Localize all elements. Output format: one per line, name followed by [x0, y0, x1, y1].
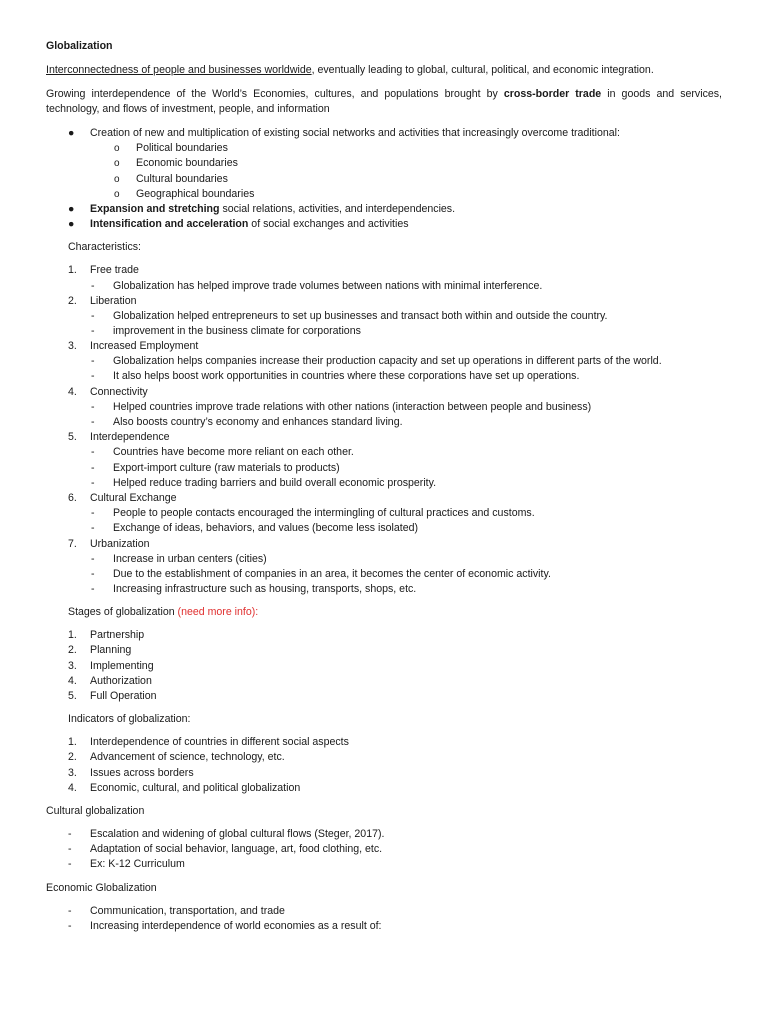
list-item: - Increasing interdependence of world economies as a result of:: [68, 919, 382, 932]
list-item: 7. Urbanization: [68, 537, 150, 550]
list-item: - People to people contacts encouraged the intermingling of cultural practices and customs.: [91, 507, 535, 520]
list-item: o Geographical boundaries: [114, 187, 255, 200]
list-item: o Cultural boundaries: [114, 172, 228, 185]
indicators-label: Indicators of globalization:: [68, 713, 191, 726]
list-item: - Globalization helped entrepreneurs to set up businesses and transact both within and outside the country.: [91, 309, 608, 322]
list-item: o Political boundaries: [114, 142, 228, 155]
list-item: - Ex: K-12 Curriculum: [68, 858, 185, 871]
list-item: - Export-import culture (raw materials to products): [91, 461, 340, 474]
list-item: 1. Interdependence of countries in different social aspects: [68, 736, 349, 749]
cultural-list: [46, 827, 722, 873]
intro-paragraph: [46, 63, 722, 78]
economic-list: [46, 904, 722, 934]
list-item: ● Intensification and acceleration of social exchanges and activities: [68, 218, 409, 231]
list-item: - It also helps boost work opportunities in countries where these corporations have set up operations.: [91, 370, 580, 383]
interdependence-paragraph: Growing interdependence of the World’s Economies, cultures, and populations brought by cross-border trade in goods and services, technology, and flows of investment, people, and information: [46, 88, 722, 115]
page-title: Globalization: [46, 40, 113, 52]
list-item: 3. Implementing: [68, 659, 154, 672]
list-item: - Helped countries improve trade relations with other nations (interaction between people and business): [91, 400, 592, 413]
list-item: o Economic boundaries: [114, 157, 238, 170]
list-item: - Globalization helps companies increase their production capacity and set up operations in different parts of the world.: [91, 355, 662, 368]
list-item: - Increase in urban centers (cities): [91, 552, 267, 565]
list-item: - Exchange of ideas, behaviors, and values (become less isolated): [91, 522, 419, 535]
list-item: ● Expansion and stretching social relations, activities, and interdependencies.: [68, 202, 456, 215]
need-more-info-note: (need more info):: [177, 606, 259, 619]
list-item: - improvement in the business climate for corporations: [91, 325, 361, 338]
stages-list: [46, 628, 722, 704]
indicators-list: [46, 735, 722, 796]
list-item: - Due to the establishment of companies in an area, it becomes the center of economic activity.: [91, 567, 551, 580]
list-item: - Helped reduce trading barriers and build overall economic prosperity.: [91, 476, 437, 489]
intro-rest: , eventually leading to global, cultural, political, and economic integration.: [311, 64, 654, 76]
list-item: - Escalation and widening of global cultural flows (Steger, 2017).: [68, 827, 385, 840]
list-item: 4. Connectivity: [68, 385, 148, 398]
list-item: 4. Authorization: [68, 674, 152, 687]
list-item: 2. Planning: [68, 644, 132, 657]
list-item: 1. Free trade: [68, 264, 139, 277]
list-item: - Adaptation of social behavior, language, art, food clothing, etc.: [68, 843, 383, 856]
list-item: 5. Interdependence: [68, 431, 170, 444]
list-item: 2. Liberation: [68, 294, 137, 307]
economic-globalization-heading: Economic Globalization: [46, 881, 157, 894]
cross-border-trade: cross-border trade: [503, 88, 602, 100]
list-item: 3. Increased Employment: [68, 340, 199, 353]
list-item: 3. Issues across borders: [68, 766, 194, 779]
intro-underlined: Interconnectedness of people and businesses worldwide: [46, 64, 312, 76]
list-item: 4. Economic, cultural, and political globalization: [68, 781, 301, 794]
list-item: - Increasing infrastructure such as housing, transports, shops, etc.: [91, 583, 417, 596]
list-item: - Also boosts country’s economy and enhances standard living.: [91, 416, 403, 428]
list-item: 1. Partnership: [68, 629, 145, 642]
stages-label: Stages of globalization (need more info):: [68, 606, 259, 619]
list-item: 2. Advancement of science, technology, etc.: [68, 751, 285, 764]
cultural-globalization-heading: Cultural globalization: [46, 804, 145, 817]
list-item: 6. Cultural Exchange: [68, 491, 177, 504]
list-item: - Communication, transportation, and trade: [68, 904, 285, 917]
list-item: - Globalization has helped improve trade volumes between nations with minimal interference.: [91, 279, 543, 292]
bullet-list: [46, 126, 722, 232]
list-item: - Countries have become more reliant on each other.: [91, 446, 354, 459]
list-item: 5. Full Operation: [68, 690, 157, 702]
characteristics-list: [46, 263, 722, 597]
list-item: ● Creation of new and multiplication of existing social networks and activities that increasingly overcome traditional:: [68, 127, 620, 139]
characteristics-label: Characteristics:: [68, 241, 141, 254]
